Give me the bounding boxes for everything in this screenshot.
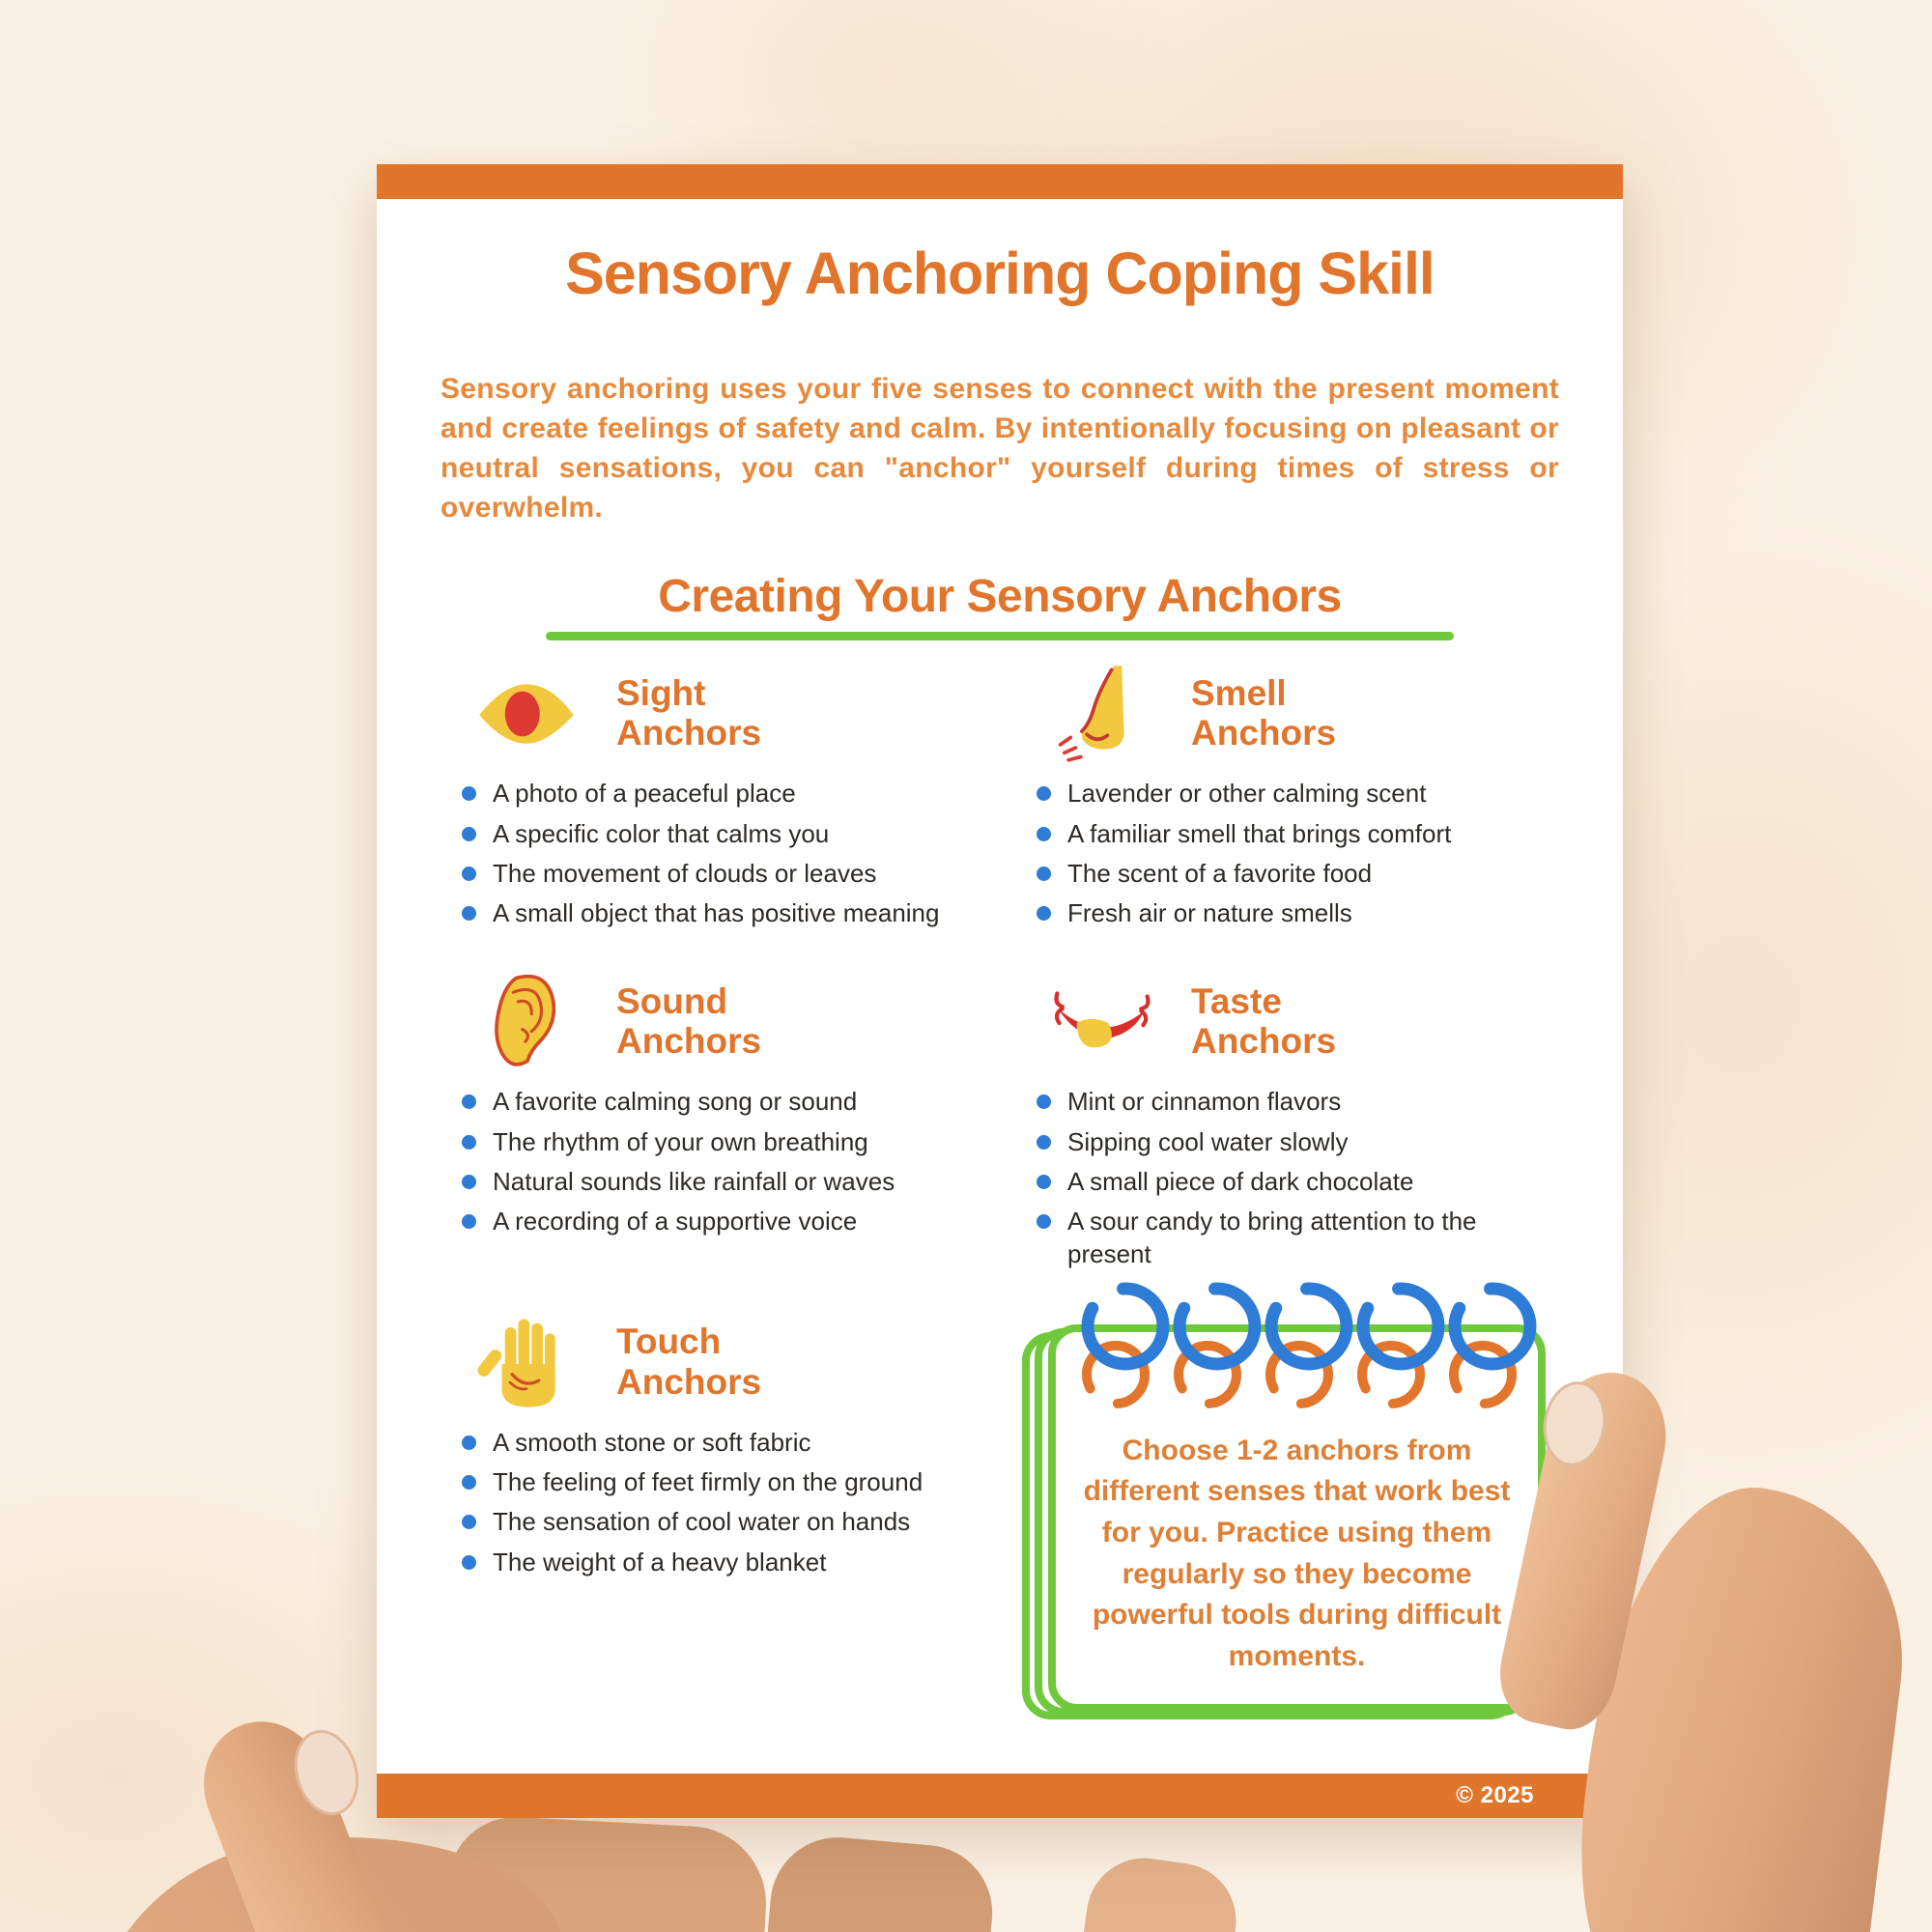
top-accent-bar [377,164,1623,199]
list-item: Sipping cool water slowly [1037,1126,1527,1158]
tip-note [1048,1324,1546,1713]
eye-icon [475,662,578,764]
taste-anchor-list [1037,1086,1527,1269]
sight-anchor-list [462,778,952,929]
bullet-icon [462,1175,476,1189]
list-item: The rhythm of your own breathing [462,1126,952,1158]
list-item: Fresh air or nature smells [1037,897,1527,929]
touch-anchor-list [462,1427,952,1578]
bullet-icon [462,827,476,841]
bullet-icon [462,786,476,801]
sight-title: Sight Anchors [616,672,762,753]
bullet-icon [462,1475,476,1490]
bottom-accent-bar [377,1774,1623,1818]
list-item: A favorite calming song or sound [462,1086,952,1118]
tip-note-card [1048,1324,1546,1713]
list-item: The weight of a heavy blanket [462,1547,952,1578]
bullet-icon [462,867,476,881]
section-sound [462,970,994,1277]
left-hand-finger [762,1832,998,1932]
page-title: Sensory Anchoring Coping Skill [565,241,1435,306]
bullet-icon [1037,1175,1051,1189]
taste-header [1037,970,1569,1072]
sense-grid [377,662,1623,1712]
smell-header [1037,662,1569,764]
section-sight [462,662,994,937]
green-underline [546,632,1454,640]
bullet-icon [462,1135,476,1150]
list-item: A smooth stone or soft fabric [462,1427,952,1459]
list-item: Mint or cinnamon flavors [1037,1086,1527,1118]
tip-note-text: Choose 1-2 anchors from different senses that work best for you. Practice using them regularly so they become powerful tools during difficult moments. [1083,1434,1511,1672]
sound-anchor-list [462,1086,952,1237]
section-touch [462,1311,994,1713]
copyright-text: © 2025 [1456,1782,1534,1808]
list-item: A small object that has positive meaning [462,897,952,929]
smell-title: Smell Anchors [1191,672,1337,753]
list-item: A photo of a peaceful place [462,778,952,810]
bullet-icon [462,1555,476,1570]
sight-header [462,662,994,764]
bullet-icon [1037,1094,1051,1109]
bullet-icon [1037,1214,1051,1229]
bullet-icon [1037,906,1051,921]
section-heading: Creating Your Sensory Anchors [658,571,1342,623]
section-smell [1037,662,1569,937]
section-taste [1037,970,1569,1277]
bullet-icon [462,906,476,921]
bullet-icon [1037,867,1051,881]
list-item: The feeling of feet firmly on the ground [462,1466,952,1498]
list-item: A sour candy to bring attention to the present [1037,1206,1527,1270]
smell-anchor-list [1037,778,1527,929]
taste-title: Taste Anchors [1191,981,1337,1062]
list-item: The sensation of cool water on hands [462,1506,952,1538]
spiral-rings-icon [1071,1278,1537,1425]
nose-icon [1050,662,1152,764]
bullet-icon [1037,1135,1051,1150]
bullet-icon [1037,827,1051,841]
bullet-icon [462,1435,476,1450]
list-item: Natural sounds like rainfall or waves [462,1166,952,1198]
list-item: The scent of a favorite food [1037,858,1527,890]
sound-header [462,970,994,1072]
list-item: Lavender or other calming scent [1037,778,1527,810]
sound-title: Sound Anchors [616,981,762,1062]
bullet-icon [1037,786,1051,801]
worksheet-page [377,164,1623,1818]
list-item: A specific color that calms you [462,818,952,850]
list-item: A familiar smell that brings comfort [1037,818,1527,850]
hand-icon [475,1311,578,1413]
ear-icon [475,970,578,1072]
intro-paragraph: Sensory anchoring uses your five senses to connect with the present moment and create feelings of safety and calm. By intentionally focusing on pleasant or neutral sensations, you can "anchor" yourself during times of stress or overwhelm. [440,373,1559,525]
list-item: A recording of a supportive voice [462,1206,952,1237]
bullet-icon [462,1515,476,1529]
left-hand-finger [1078,1851,1244,1932]
mouth-icon [1050,970,1152,1072]
bullet-icon [462,1214,476,1229]
touch-header [462,1311,994,1413]
bullet-icon [462,1094,476,1109]
touch-title: Touch Anchors [616,1321,762,1402]
list-item: The movement of clouds or leaves [462,858,952,890]
list-item: A small piece of dark chocolate [1037,1166,1527,1198]
